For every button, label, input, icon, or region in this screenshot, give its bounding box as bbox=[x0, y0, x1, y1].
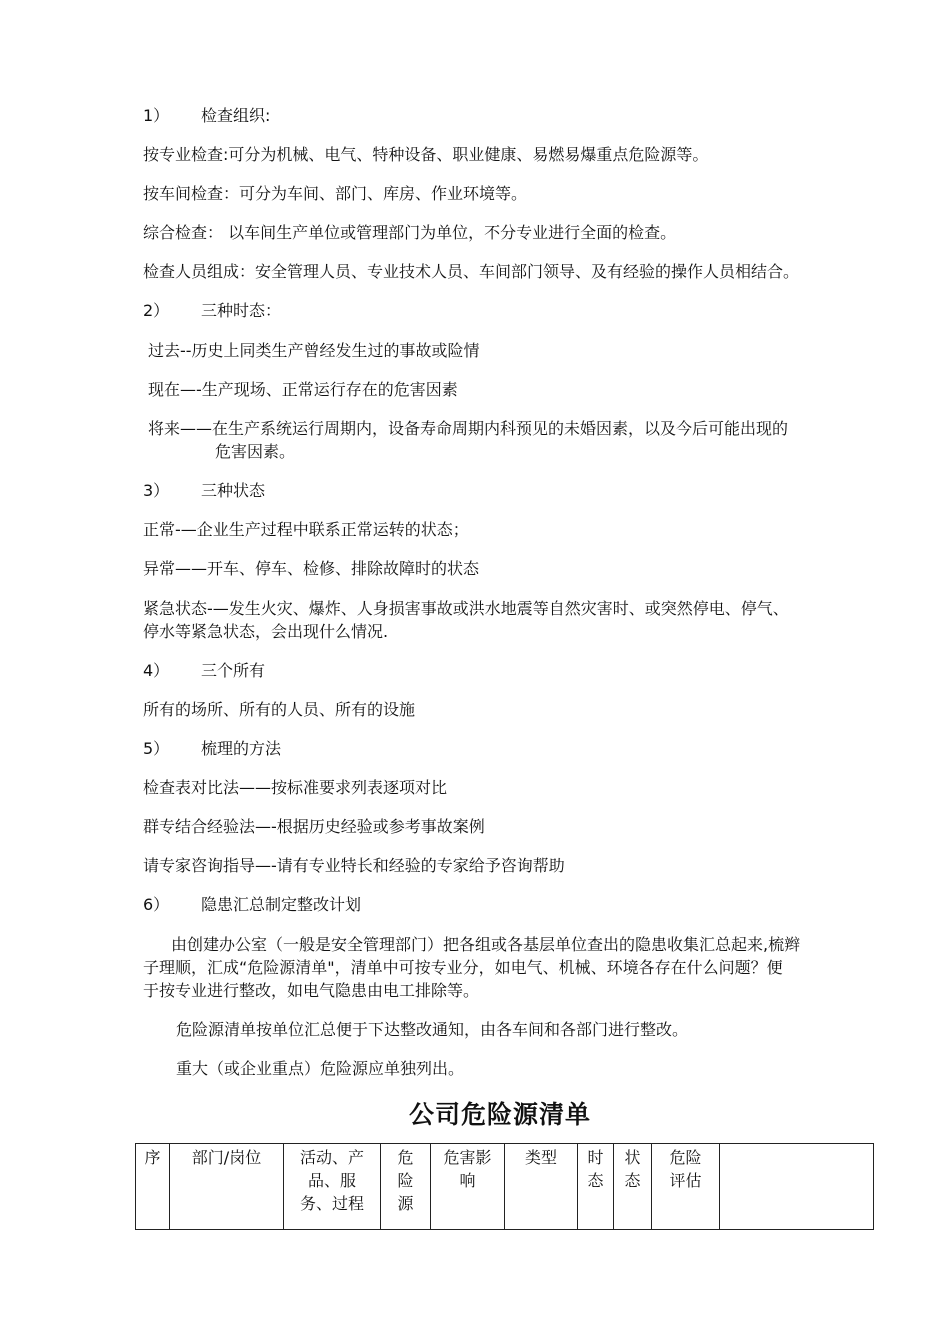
header-cell bbox=[720, 1144, 874, 1230]
section-heading-6 bbox=[143, 893, 361, 916]
text-line: 停水等紧急状态，会出现什么情况. bbox=[143, 622, 389, 641]
header-cell: 序 bbox=[136, 1144, 170, 1230]
header-cell: 危 险 源 bbox=[381, 1144, 431, 1230]
text-line: 综合检查： 以车间生产单位或管理部门为单位，不分专业进行全面的检查。 bbox=[143, 223, 677, 242]
section-title: 梳理的方法 bbox=[201, 739, 282, 758]
text-line: 请专家咨询指导—-请有专业特长和经验的专家给予咨询帮助 bbox=[143, 856, 565, 875]
section-title: 隐患汇总制定整改计划 bbox=[201, 895, 362, 914]
paragraph-line: 危险源清单按单位汇总便于下达整改通知，由各车间和各部门进行整改。 bbox=[176, 1020, 689, 1039]
section-heading-5 bbox=[143, 737, 281, 760]
text-line: 按车间检查：可分为车间、部门、库房、作业环境等。 bbox=[143, 184, 528, 203]
table-header-row bbox=[136, 1144, 874, 1230]
paragraph-line: 子理顺，汇成“危险源清单"，清单中可按专业分，如电气、机械、环境各存在什么问题？便 bbox=[143, 958, 783, 977]
text-line: 将来——在生产系统运行周期内，设备寿命周期内科预见的未婚因素，以及今后可能出现的 bbox=[148, 419, 789, 438]
text-line: 检查人员组成：安全管理人员、专业技术人员、车间部门领导、及有经验的操作人员相结合。 bbox=[143, 262, 800, 281]
text-line: 所有的场所、所有的人员、所有的设施 bbox=[143, 700, 416, 719]
text-line: 检查表对比法——按标准要求列表逐项对比 bbox=[143, 778, 448, 797]
header-cell: 危险 评估 bbox=[652, 1144, 720, 1230]
section-title: 三种时态： bbox=[201, 301, 282, 320]
section-heading-1 bbox=[143, 104, 270, 127]
text-line: 现在—-生产现场、正常运行存在的危害因素 bbox=[148, 380, 458, 399]
table-title: 公司危险源清单 bbox=[408, 1100, 591, 1129]
text-line: 正常-—企业生产过程中联系正常运转的状态； bbox=[143, 520, 469, 539]
hazard-list-table bbox=[135, 1143, 874, 1230]
header-cell: 危害影 响 bbox=[431, 1144, 505, 1230]
text-line: 过去--历史上同类生产曾经发生过的事故或险情 bbox=[148, 341, 480, 360]
header-cell: 类型 bbox=[505, 1144, 578, 1230]
section-number: 2） bbox=[143, 301, 170, 320]
section-heading-2 bbox=[143, 299, 281, 322]
header-cell: 状 态 bbox=[614, 1144, 652, 1230]
section-title: 检查组织: bbox=[201, 106, 271, 125]
section-title: 三种状态 bbox=[201, 481, 266, 500]
section-number: 6） bbox=[143, 895, 170, 914]
section-number: 3） bbox=[143, 481, 170, 500]
section-number: 5） bbox=[143, 739, 170, 758]
text-line: 危害因素。 bbox=[215, 442, 296, 461]
section-number: 4） bbox=[143, 661, 170, 680]
section-number: 1） bbox=[143, 106, 170, 125]
text-line: 群专结合经验法—-根据历史经验或参考事故案例 bbox=[143, 817, 485, 836]
paragraph-line: 于按专业进行整改，如电气隐患由电工排除等。 bbox=[143, 981, 480, 1000]
header-cell: 活动、产 品、服 务、过程 bbox=[284, 1144, 381, 1230]
text-line: 按专业检查:可分为机械、电气、特种设备、职业健康、易燃易爆重点危险源等。 bbox=[143, 145, 709, 164]
paragraph-line: 由创建办公室（一般是安全管理部门）把各组或各基层单位查出的隐患收集汇总起来,梳辫 bbox=[171, 935, 801, 954]
header-cell: 部门/岗位 bbox=[170, 1144, 284, 1230]
header-cell: 时 态 bbox=[578, 1144, 614, 1230]
section-heading-3 bbox=[143, 479, 265, 502]
text-line: 紧急状态-—发生火灾、爆炸、人身损害事故或洪水地震等自然灾害时、或突然停电、停气、 bbox=[143, 599, 789, 618]
text-line: 异常——开车、停车、检修、排除故障时的状态 bbox=[143, 559, 480, 578]
section-heading-4 bbox=[143, 659, 265, 682]
paragraph-line: 重大（或企业重点）危险源应单独列出。 bbox=[176, 1059, 465, 1078]
section-title: 三个所有 bbox=[201, 661, 266, 680]
